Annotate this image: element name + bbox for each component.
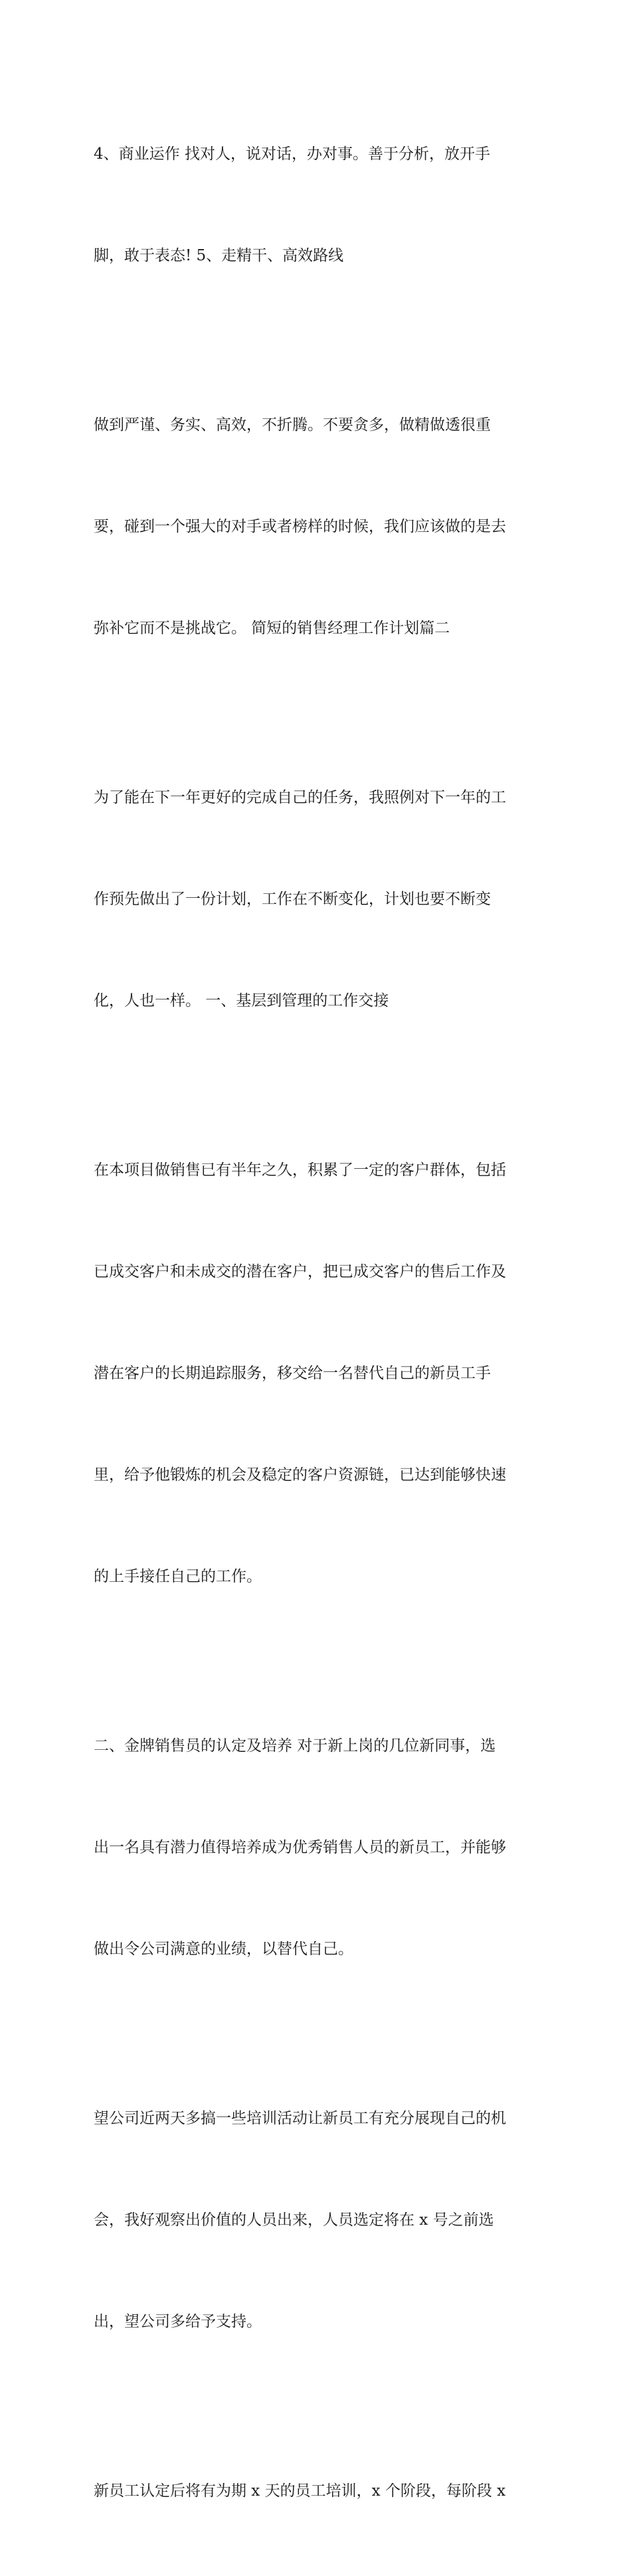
text-line: 作预先做出了一份计划，工作在不断变化，计划也要不断变: [94, 891, 491, 908]
paragraph-6: [94, 2034, 545, 2407]
text-line: 出，望公司多给予支持。: [94, 2313, 262, 2330]
text-line: 望公司近两天多搞一些培训活动让新员工有充分展现自己的机: [94, 2110, 506, 2127]
text-line: 4、商业运作 找对人，说对话，办对事。善于分析，放开手: [94, 145, 490, 163]
paragraph-2: [94, 341, 545, 713]
paragraph-4: [94, 1086, 545, 1662]
text-line: 会，我好观察出价值的人员出来，人员选定将在 x 号之前选: [94, 2211, 494, 2229]
paragraph-1: [94, 70, 545, 341]
text-line: 弥补它而不是挑战它。 简短的销售经理工作计划篇二: [94, 620, 450, 637]
paragraph-3: [94, 713, 545, 1086]
text-line: 为了能在下一年更好的完成自己的任务，我照例对下一年的工: [94, 789, 506, 806]
paragraph-5: [94, 1662, 545, 2034]
text-line: 要，碰到一个强大的对手或者榜样的时候，我们应该做的是去: [94, 518, 506, 535]
text-line: 化，人也一样。 一、基层到管理的工作交接: [94, 992, 389, 1009]
text-line: 脚，敢于表态! 5、走精干、高效路线: [94, 247, 344, 264]
text-line: 新员工认定后将有为期 x 天的员工培训，x 个阶段，每阶段 x: [94, 2482, 506, 2500]
text-line: 做到严谨、务实、高效，不折腾。不要贪多，做精做透很重: [94, 416, 491, 434]
text-line: 二、金牌销售员的认定及培养 对于新上岗的几位新同事，选: [94, 1737, 496, 1755]
text-line: 的上手接任自己的工作。: [94, 1568, 262, 1585]
text-line: 出一名具有潜力值得培养成为优秀销售人员的新员工，并能够: [94, 1839, 506, 1856]
paragraph-7: [94, 2407, 545, 2576]
document-body: [94, 70, 545, 2576]
text-line: 潜在客户的长期追踪服务，移交给一名替代自己的新员工手: [94, 1365, 491, 1382]
text-line: 在本项目做销售已有半年之久，积累了一定的客户群体，包括: [94, 1161, 506, 1179]
text-line: 已成交客户和未成交的潜在客户，把已成交客户的售后工作及: [94, 1263, 506, 1280]
text-line: 做出令公司满意的业绩，以替代自己。: [94, 1940, 353, 1958]
text-line: 里，给予他锻炼的机会及稳定的客户资源链，已达到能够快速: [94, 1466, 506, 1484]
